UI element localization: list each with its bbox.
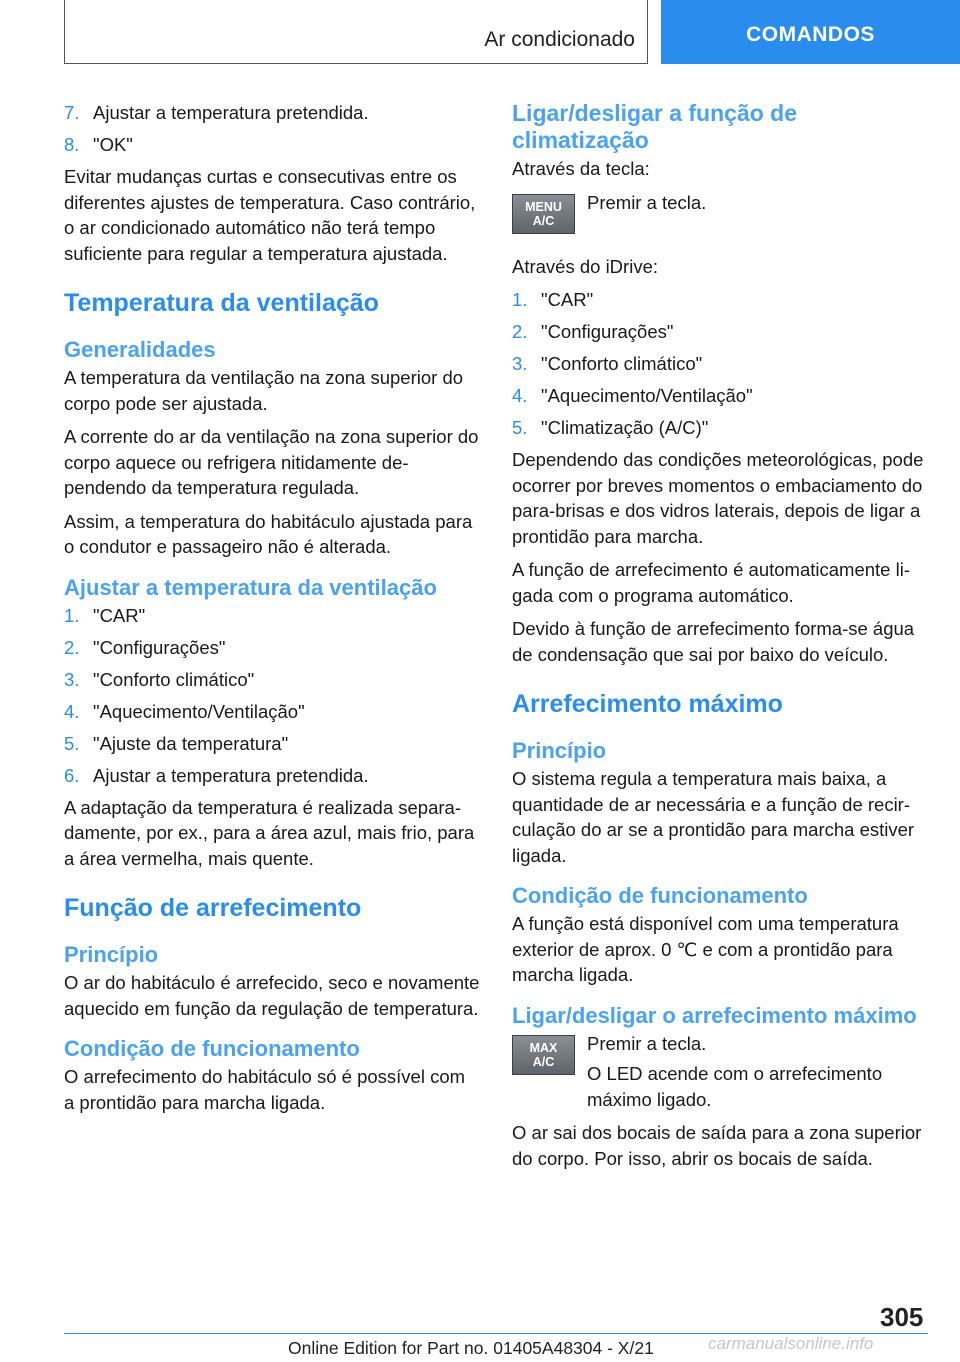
step-number: 2. [512,321,528,342]
step-text: "Climatização (A/C)" [541,417,709,438]
step-text: "OK" [93,134,133,155]
header-section-title: Ar condicionado [484,28,635,51]
step-number: 1. [512,289,528,310]
step-number: 5. [64,732,80,754]
heading-operating-condition: Condição de funcionamento [64,1036,360,1061]
key-instruction-led-text: O LED acende com o arrefecimento máximo ligado. [587,1063,883,1110]
list-item [512,383,928,409]
list-item [64,731,480,757]
step-text: "Configurações" [93,636,226,658]
paragraph: O sistema regula a temperatura mais baixa, a quantidade de ar necessária e a função de recirculação do ar se a prontidão para marcha estiver ligada. [512,768,915,866]
paragraph: A função de arrefecimento é automaticamente ligada com o programa automático. [512,559,910,606]
paragraph: Dependendo das condições meteorológicas, pode ocorrer por breves momentos o embaciamento do para-brisas e dos vidros laterais, depois de ligar a prontidão para marcha. [512,449,924,547]
step-text: "Aquecimento/Ventilação" [93,700,305,722]
step-text: Ajustar a temperatura pretendida. [93,102,369,123]
step-text: "Ajuste da temperatura" [93,732,289,754]
key-label-line1: MAX [529,1040,558,1055]
paragraph: Assim, a temperatura do habitáculo ajustada para o condutor e passageiro não é alterada. [64,510,473,557]
paragraph: A adaptação da temperatura é realizada separadamente, por ex., para a área azul, mais frio, para a área vermelha, mais quente. [64,796,475,869]
paragraph: Devido à função de arrefecimento forma-se água de condensação que sai por baixo do veículo. [512,618,915,665]
paragraph: Através da tecla: [512,158,650,179]
step-number: 3. [64,668,80,690]
paragraph: A temperatura da ventilação na zona superior do corpo pode ser ajustada. [64,367,464,414]
list-item [512,351,928,377]
page-number: 305 [880,1302,924,1332]
list-item [64,100,480,126]
key-instruction-text: Premir a tecla. [587,191,707,213]
heading-climate-onoff: Ligar/desligar a função de climatização [512,100,798,153]
paragraph: Através do iDrive: [512,255,658,277]
step-number: 4. [64,700,80,722]
step-number: 8. [64,134,80,155]
step-text: "Conforto climático" [93,668,255,690]
max-ac-key-icon [512,1035,575,1075]
step-number: 1. [64,604,80,626]
key-instruction-max-ac [512,1031,928,1113]
step-text: Ajustar a temperatura pretendida. [93,764,369,786]
left-column [64,100,480,1123]
list-item [512,415,928,441]
right-column [512,100,928,1179]
list-item [64,763,480,789]
step-text: "CAR" [541,289,594,310]
step-number: 2. [64,636,80,658]
key-instruction-text: Premir a tecla. [587,1032,707,1054]
list-item [64,699,480,725]
list-item [512,319,928,345]
heading-max-cooling-onoff: Ligar/desligar o arrefecimento máximo [512,1002,917,1028]
paragraph: O ar sai dos bocais de saída para a zona superior do corpo. Por isso, abrir os bocais de saída. [512,1122,922,1169]
step-number: 6. [64,764,80,786]
step-number: 5. [512,417,528,438]
heading-ventilation-temperature: Temperatura da ventilação [64,289,379,317]
footer-edition: Online Edition for Part no. 01405A48304 - X/21 [288,1338,654,1358]
menu-ac-key-icon [512,194,575,234]
header-chapter-tab: COMANDOS [661,0,960,64]
step-list-a [64,100,480,158]
list-item [64,132,480,158]
heading-adjust-ventilation: Ajustar a temperatura da ventilação [64,574,437,600]
list-item [64,603,480,629]
key-label-line2: A/C [532,1054,555,1069]
step-number: 3. [512,353,528,374]
heading-principle: Princípio [512,738,607,763]
step-number: 7. [64,102,80,123]
list-item [512,287,928,313]
heading-max-cooling: Arrefecimento máximo [512,690,783,718]
header-section-box [64,0,648,64]
list-item [64,667,480,693]
key-instruction-menu-ac [512,190,928,248]
list-item [64,635,480,661]
watermark: carmanualsonline.info [708,1334,874,1353]
heading-general: Generalidades [64,337,216,362]
heading-principle: Princípio [64,942,159,967]
heading-operating-condition: Condição de funcionamento [512,883,808,908]
step-text: "Conforto climático" [541,353,703,374]
paragraph: O ar do habitáculo é arrefecido, seco e novamente aquecido em função da regulação de temperatura. [64,972,480,1019]
step-text: "CAR" [93,604,146,626]
key-label-line2: A/C [532,213,555,228]
step-list-c [512,287,928,441]
step-list-b [64,603,480,789]
paragraph: A função está disponível com uma temperatura exterior de aprox. 0 ℃ e com a prontidão para marcha ligada. [512,913,899,985]
step-text: "Configurações" [541,321,674,342]
step-number: 4. [512,385,528,406]
key-label-line1: MENU [525,199,562,214]
paragraph: Evitar mudanças curtas e consecutivas entre os diferentes ajustes de temperatura. Caso contrário, o ar condicionado automático não terá tempo suficiente para regular a temperatura ajustada. [64,166,476,264]
heading-cooling-function: Função de arrefecimento [64,894,362,922]
paragraph: O arrefecimento do habitáculo só é possível com a prontidão para marcha ligada. [64,1066,466,1113]
step-text: "Aquecimento/Ventilação" [541,385,753,406]
paragraph: A corrente do ar da ventilação na zona superior do corpo aquece ou refrigera nitidamente dependendo da temperatura regulada. [64,426,479,498]
